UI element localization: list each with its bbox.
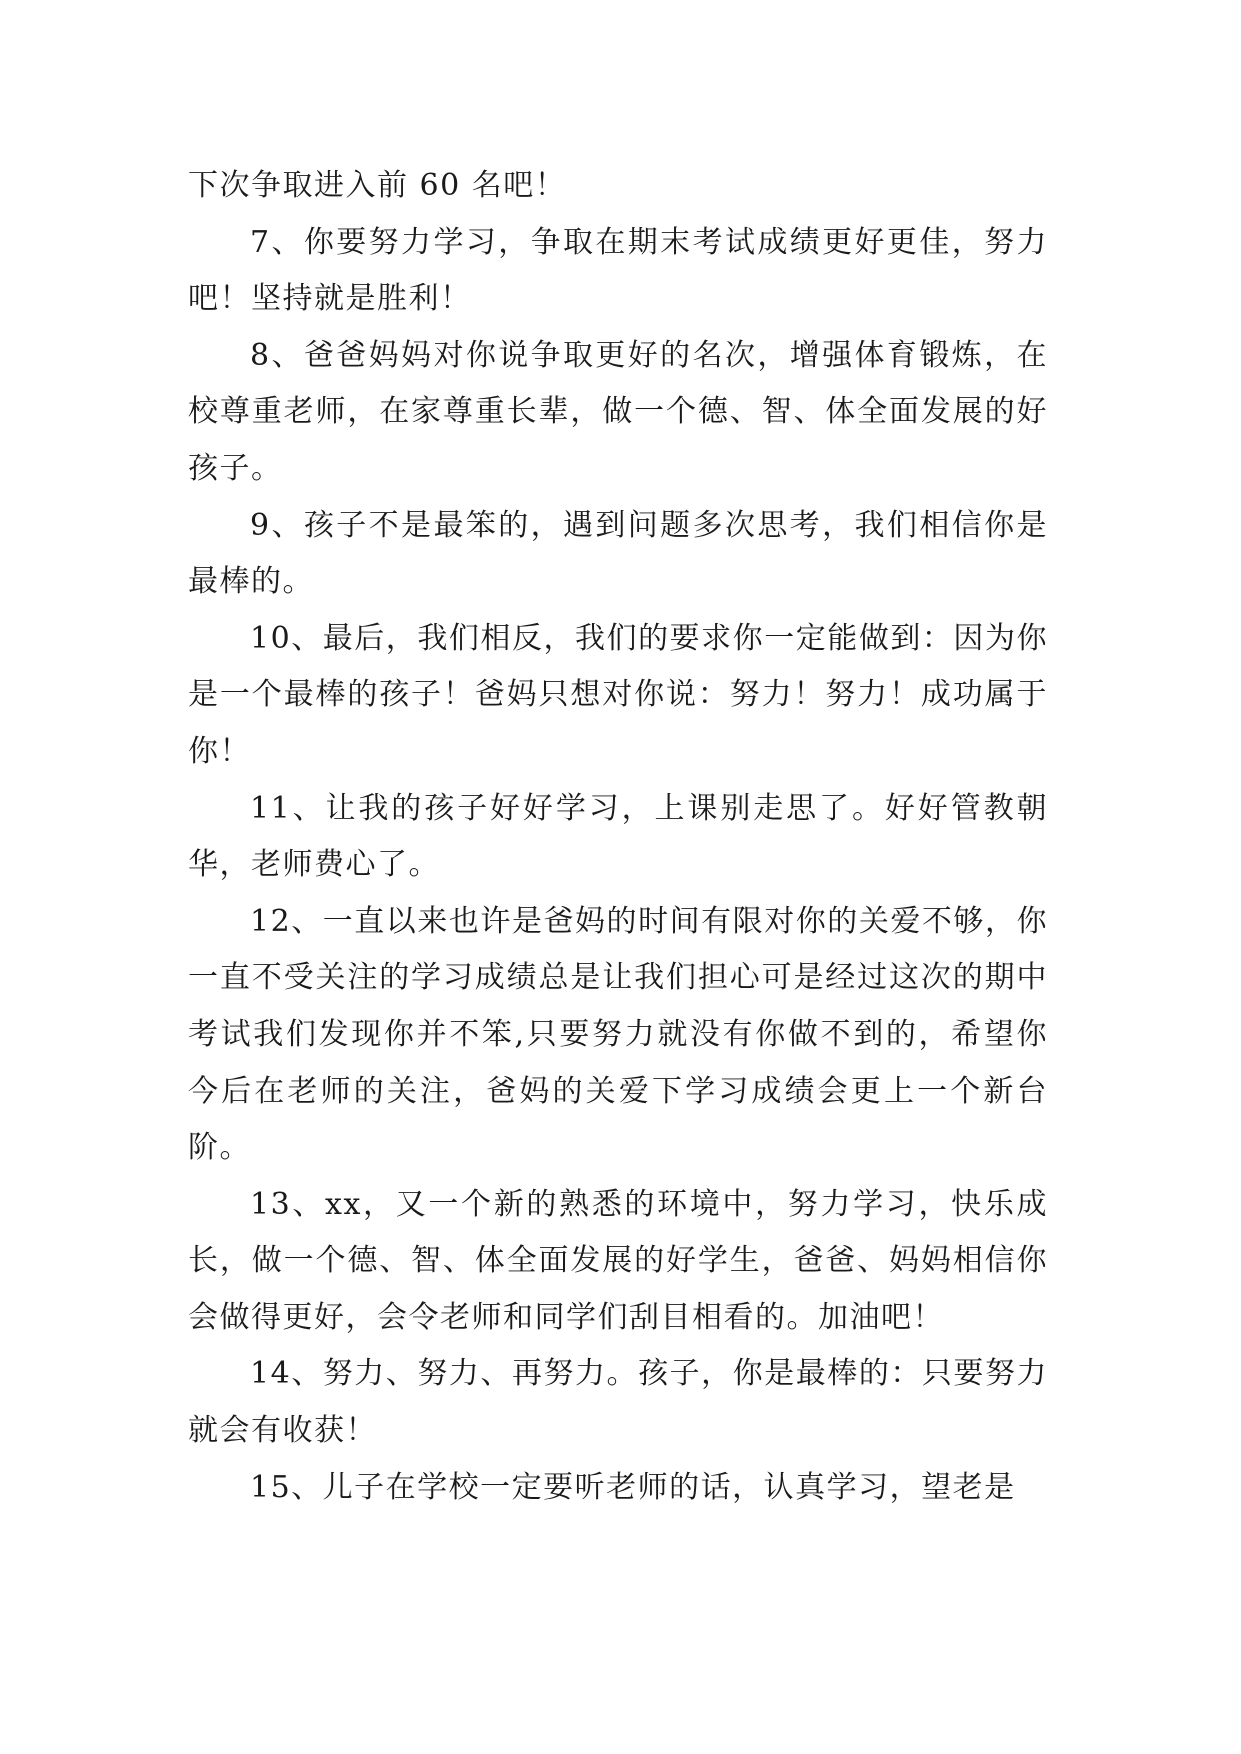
paragraph: 10、最后，我们相反，我们的要求你一定能做到：因为你是一个最棒的孩子！爸妈只想对你说：努力！努力！成功属于你！ (188, 620, 1048, 769)
paragraph: 9、孩子不是最笨的，遇到问题多次思考，我们相信你是最棒的。 (188, 507, 1048, 600)
paragraph: 7、你要努力学习，争取在期末考试成绩更好更佳，努力吧！坚持就是胜利！ (188, 224, 1048, 317)
paragraph: 8、爸爸妈妈对你说争取更好的名次，增强体育锻炼，在校尊重老师，在家尊重长辈，做一个德、智、体全面发展的好孩子。 (188, 337, 1048, 486)
paragraph: 下次争取进入前 60 名吧！ (188, 168, 567, 203)
document-body (188, 158, 1048, 1516)
paragraph: 12、一直以来也许是爸妈的时间有限对你的关爱不够，你一直不受关注的学习成绩总是让我们担心可是经过这次的期中考试我们发现你并不笨,只要努力就没有你做不到的，希望你今后在老师的关注，爸妈的关爱下学习成绩会更上一个新台阶。 (188, 903, 1048, 1166)
paragraph: 14、努力、努力、再努力。孩子，你是最棒的：只要努力就会有收获！ (188, 1356, 1048, 1449)
paragraph: 13、xx，又一个新的熟悉的环境中，努力学习，快乐成长，做一个德、智、体全面发展的好学生，爸爸、妈妈相信你会做得更好，会令老师和同学们刮目相看的。加油吧！ (188, 1186, 1048, 1335)
paragraph: 11、让我的孩子好好学习，上课别走思了。好好管教朝华，老师费心了。 (188, 790, 1048, 883)
paragraph: 15、儿子在学校一定要听老师的话，认真学习，望老是 (250, 1469, 1016, 1505)
